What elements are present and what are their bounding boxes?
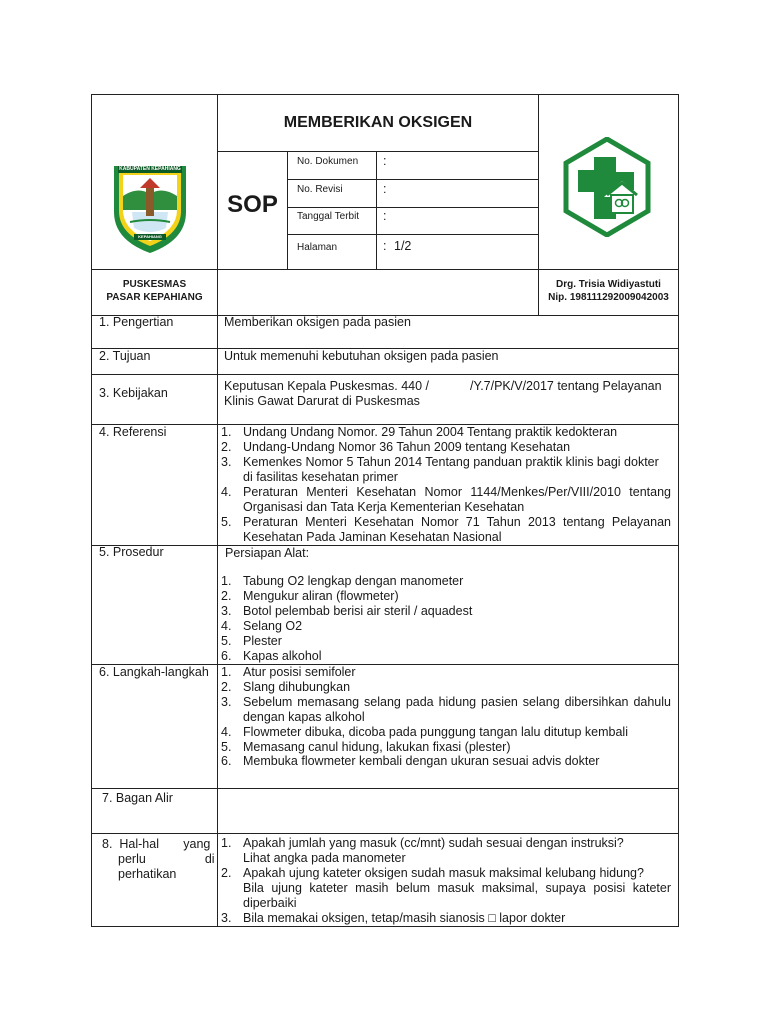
field-label-no-revisi: No. Revisi [297,184,343,195]
row-line-7 [91,788,679,789]
field-sep: : [383,239,387,253]
list-number: 4. [221,725,232,739]
list-number: 1. [221,574,232,588]
border-bottom [91,926,679,927]
field-divider [376,151,377,269]
label-langkah: 6. Langkah-langkah [99,665,209,679]
border-right [678,94,679,927]
list-number: 3. [221,695,232,709]
list-number: 6. [221,649,232,663]
text-kebijakan-line1b: /Y.7/PK/V/2017 tentang Pelayanan [470,379,662,393]
logo-banner-text: KABUPATEN KEPAHIANG [119,166,181,172]
list-item: Slang dihubungkan [243,680,351,694]
list-item: Botol pelembab berisi air steril / aquadest [243,604,473,618]
list-item: Memasang canul hidung, lakukan fixasi (plester) [243,740,511,754]
list-item-continued: Organisasi dan Tata Kerja Kementerian Kesehatan [243,500,525,514]
list-item-continued: Lihat angka pada manometer [243,851,406,865]
list-number: 4. [221,485,232,499]
puskesmas-logo [562,137,652,237]
list-item: Plester [243,634,282,648]
row-line-5 [91,545,679,546]
prosedur-intro: Persiapan Alat: [225,546,310,560]
field-row-1 [287,179,538,180]
list-number: 2. [221,589,232,603]
list-item-continued: diperbaiki [243,896,297,910]
field-value-halaman: 1/2 [394,239,412,253]
label-tujuan: 2. Tujuan [99,349,151,363]
sop-label: SOP [227,191,278,218]
list-item: Flowmeter dibuka, dicoba pada punggung tangan lalu ditutup kembali [243,725,628,739]
sop-divider [287,151,288,269]
label-referensi: 4. Referensi [99,425,167,439]
list-item: Kemenkes Nomor 5 Tahun 2014 Tentang panduan praktik klinis bagi dokter [243,455,659,469]
list-number: 1. [221,665,232,679]
text-pengertian: Memberikan oksigen pada pasien [224,315,411,329]
list-number: 3. [221,604,232,618]
list-item: Peraturan Menteri Kesehatan Nomor 71 Tahun 2013 tentang Pelayanan [243,515,671,529]
list-item-continued: dengan kapas alkohol [243,710,365,724]
list-item-continued: di fasilitas kesehatan primer [243,470,398,484]
list-item: Apakah jumlah yang masuk (cc/mnt) sudah sesuai dengan instruksi? [243,836,624,850]
list-number: 4. [221,619,232,633]
title-bottom [217,151,538,152]
list-item: Membuka flowmeter kembali dengan ukuran sesuai advis dokter [243,754,600,768]
list-item: Apakah ujung kateter oksigen sudah masuk maksimal kelubang hidung? [243,866,644,880]
row-line-3 [91,374,679,375]
row-line-8 [91,833,679,834]
list-item: Peraturan Menteri Kesehatan Nomor 1144/Menkes/Per/VIII/2010 tentang [243,485,671,499]
label-hal-line1: 8. Hal-hal yang [102,837,211,851]
header-bottom [91,269,679,270]
label-hal-line2: perlu di [118,852,215,866]
list-item: Tabung O2 lengkap dengan manometer [243,574,464,588]
label-prosedur: 5. Prosedur [99,545,164,559]
list-number: 3. [221,455,232,469]
list-number: 1. [221,425,232,439]
list-item: Undang-Undang Nomor 36 Tahun 2009 tentang Kesehatan [243,440,571,454]
list-item: Mengukur aliran (flowmeter) [243,589,399,603]
logo-bottom-text: KEPAHIANG [138,234,162,239]
institution-line1: PUSKESMAS [122,279,187,290]
field-sep: : [383,209,387,223]
list-item: Bila memakai oksigen, tetap/masih sianosis □ lapor dokter [243,911,566,925]
label-kebijakan: 3. Kebijakan [99,386,168,400]
list-number: 5. [221,634,232,648]
sop-title: MEMBERIKAN OKSIGEN [283,114,473,131]
list-item: Atur posisi semifoler [243,665,356,679]
border-top [91,94,679,95]
field-sep: : [383,182,387,196]
list-number: 6. [221,754,232,768]
label-hal-line3: perhatikan [118,867,177,881]
field-sep: : [383,154,387,168]
list-number: 5. [221,740,232,754]
list-number: 1. [221,836,232,850]
signer-nip: Nip. 198111292009042003 [548,292,669,303]
list-item: Undang Undang Nomor. 29 Tahun 2004 Tentang praktik kedokteran [243,425,618,439]
list-number: 5. [221,515,232,529]
text-kebijakan-line2: Klinis Gawat Darurat di Puskesmas [224,394,420,408]
field-label-tanggal-terbit: Tanggal Terbit [297,211,360,222]
field-label-halaman: Halaman [297,242,338,253]
border-left [91,94,92,927]
list-item-continued: Bila ujung kateter masih belum masuk maksimal, supaya posisi kateter [243,881,671,895]
text-kebijakan-line1a: Keputusan Kepala Puskesmas. 440 / [224,379,429,393]
list-item-continued: Kesehatan Pada Jaminan Kesehatan Nasional [243,530,502,544]
list-item: Kapas alkohol [243,649,322,663]
list-number: 3. [221,911,232,925]
field-row-2 [287,207,538,208]
list-item: Selang O2 [243,619,303,633]
label-pengertian: 1. Pengertian [99,315,174,329]
list-number: 2. [221,680,232,694]
text-tujuan: Untuk memenuhi kebutuhan oksigen pada pasien [224,349,499,363]
kabupaten-kepahiang-logo [110,160,190,255]
field-row-3 [287,234,538,235]
signer-name: Drg. Trisia Widiyastuti [556,279,661,290]
label-bagan-alir: 7. Bagan Alir [102,791,173,805]
list-item: Sebelum memasang selang pada hidung pasien selang dibersihkan dahulu [243,695,671,709]
list-number: 2. [221,440,232,454]
list-number: 2. [221,866,232,880]
field-label-no-dokumen: No. Dokumen [297,156,359,167]
institution-line2: PASAR KEPAHIANG [106,292,203,303]
